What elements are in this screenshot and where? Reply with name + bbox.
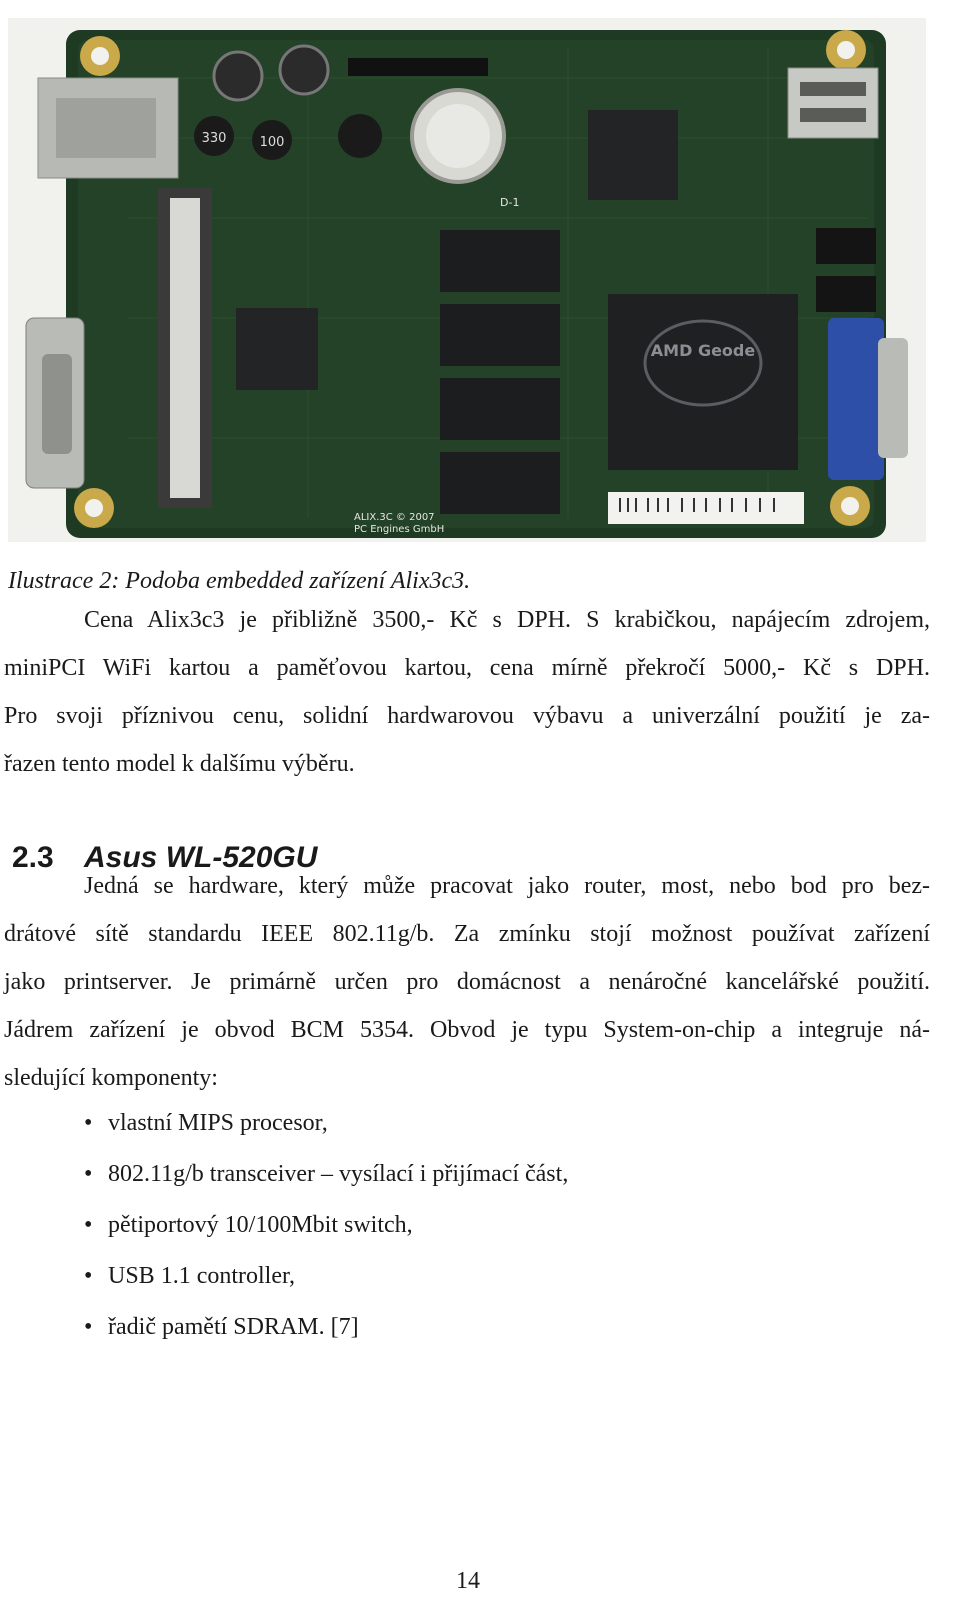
bullet-icon: •	[84, 1212, 93, 1238]
list-item: • USB 1.1 controller,	[84, 1263, 296, 1289]
usb-port	[788, 68, 878, 138]
flash-chip	[588, 110, 678, 200]
section-paragraph	[4, 862, 930, 1102]
inductor	[338, 114, 382, 158]
audio-jack	[816, 228, 876, 264]
vendor-silkscreen: PC Engines GmbH	[354, 524, 445, 535]
bullet-icon: •	[84, 1314, 93, 1340]
cap-100-label: 100	[259, 135, 285, 150]
audio-jack	[816, 276, 876, 312]
rev-label: D-1	[500, 196, 520, 209]
paragraph-line: drátové sítě standardu IEEE 802.11g/b. Za zmínku stojí možnost používat zařízení	[4, 921, 930, 947]
bullet-icon: •	[84, 1110, 93, 1136]
bullet-icon: •	[84, 1161, 93, 1187]
ethernet-controller-chip	[236, 308, 318, 390]
board-photo	[8, 18, 926, 542]
list-item: • 802.11g/b transceiver – vysílací i přijímací část,	[84, 1161, 569, 1187]
list-item: • vlastní MIPS procesor,	[84, 1110, 328, 1136]
cap-330-label: 330	[201, 131, 227, 146]
paragraph-line: miniPCI WiFi kartou a paměťovou kartou, cena mírně překročí 5000,- Kč s DPH.	[4, 655, 930, 681]
page-number: 14	[456, 1568, 480, 1594]
list-item: • pětiportový 10/100Mbit switch,	[84, 1212, 413, 1238]
model-silkscreen: ALIX.3C © 2007	[354, 512, 435, 523]
list-item: • řadič pamětí SDRAM. [7]	[84, 1314, 359, 1340]
bullet-icon: •	[84, 1263, 93, 1289]
paragraph-line: sledující komponenty:	[4, 1065, 218, 1091]
paragraph-line: Cena Alix3c3 je přibližně 3500,- Kč s DPH. S krabičkou, napájecím zdrojem,	[84, 607, 930, 633]
alix-board-illustration	[8, 18, 926, 542]
intro-paragraph	[4, 596, 930, 788]
paragraph-line: řazen tento model k dalšímu výběru.	[4, 751, 355, 777]
paragraph-line: Jedná se hardware, který může pracovat jako router, most, nebo bod pro bez-	[84, 873, 930, 899]
paragraph-line: Pro svoji příznivou cenu, solidní hardwarovou výbavu a univerzální použití je za-	[4, 703, 930, 729]
pin-header	[348, 58, 488, 76]
section-title: Asus WL-520GU	[84, 841, 318, 874]
components-list	[84, 1108, 568, 1363]
figure-caption: Ilustrace 2: Podoba embedded zařízení Alix3c3.	[8, 568, 471, 594]
cpu-label: AMD Geode	[650, 341, 756, 360]
paragraph-line: Jádrem zařízení je obvod BCM 5354. Obvod je typu System-on-chip a integruje ná-	[4, 1017, 930, 1043]
paragraph-line: jako printserver. Je primárně určen pro domácnost a nenáročné kancelářské použití.	[4, 969, 930, 995]
capacitor	[280, 46, 328, 94]
capacitor	[214, 52, 262, 100]
section-number: 2.3	[12, 841, 54, 874]
vga-port	[828, 318, 884, 480]
